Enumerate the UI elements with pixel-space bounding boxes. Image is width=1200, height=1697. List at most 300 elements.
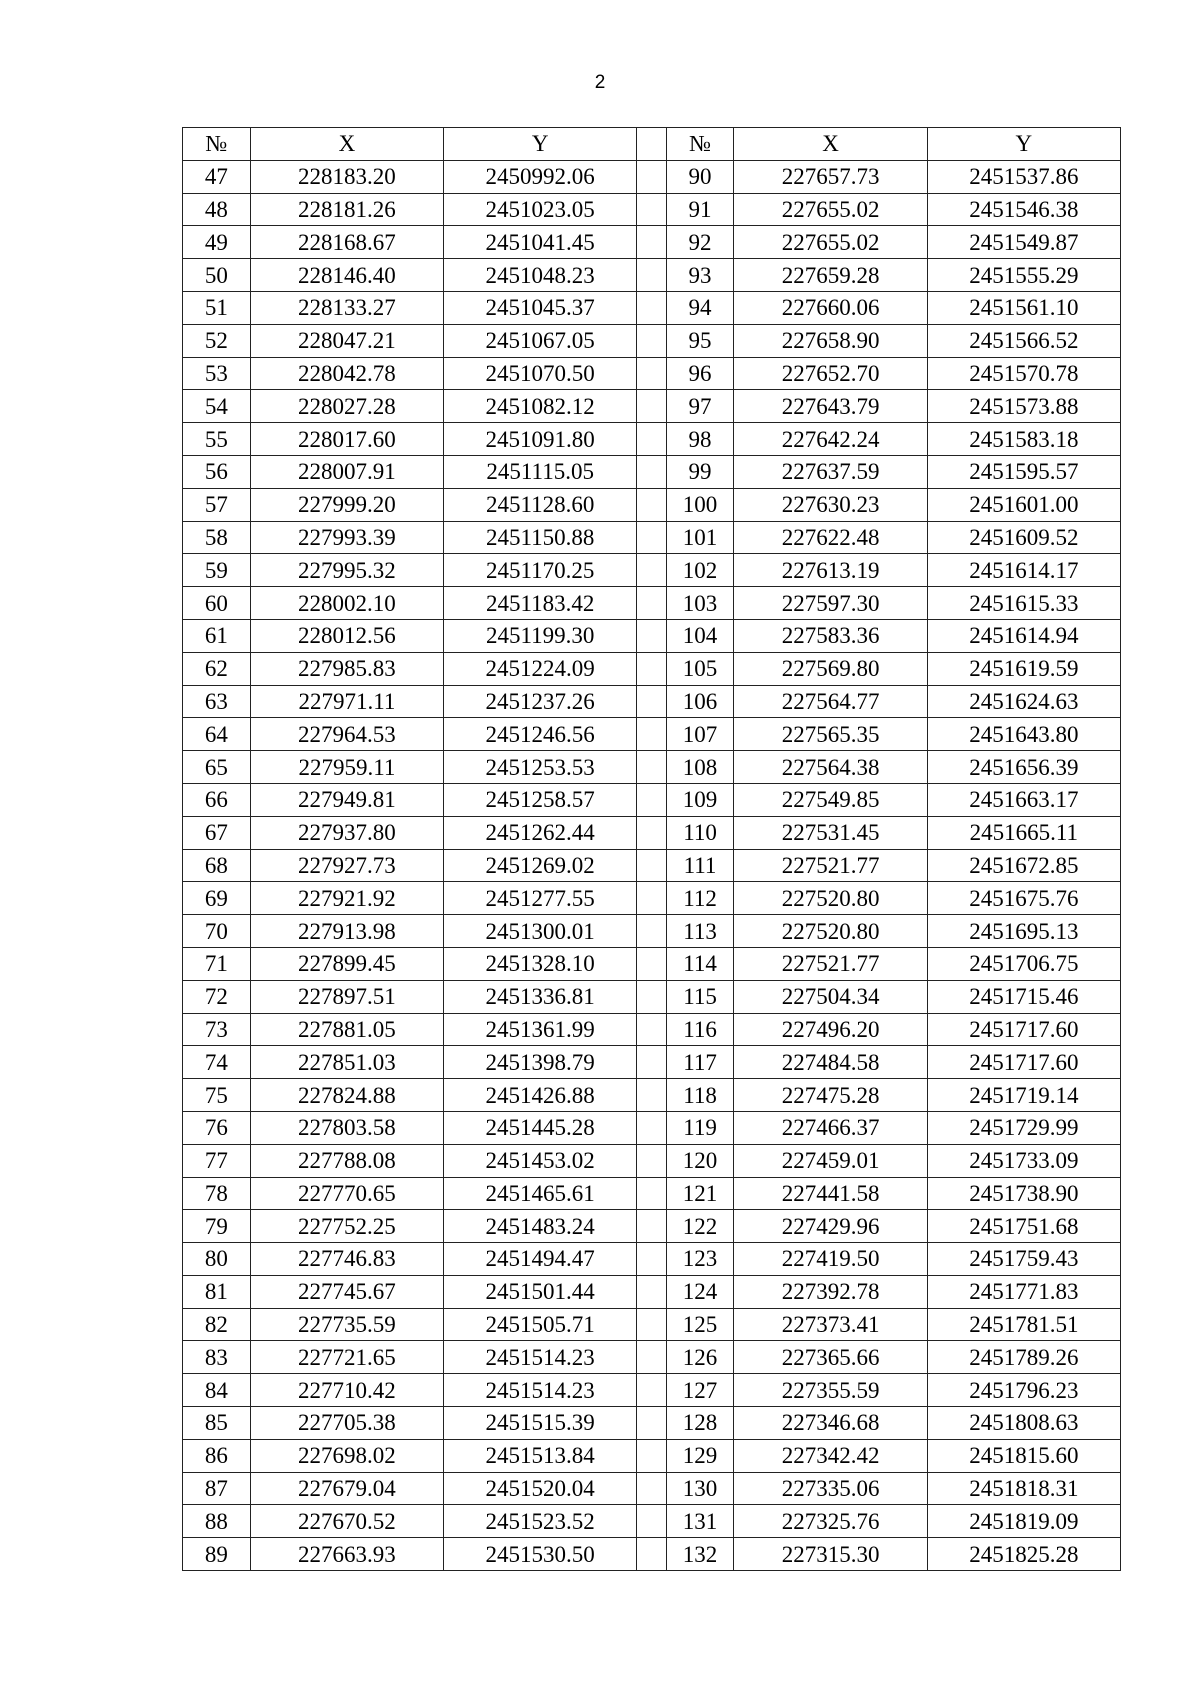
left-point-number-cell: 83	[183, 1341, 251, 1374]
left-y-coordinate-cell: 2451048.23	[444, 259, 637, 292]
left-point-number-cell: 73	[183, 1013, 251, 1046]
right-x-coordinate-cell: 227466.37	[734, 1111, 927, 1144]
left-x-coordinate-cell: 227999.20	[250, 488, 443, 521]
left-x-coordinate-cell: 228047.21	[250, 324, 443, 357]
right-x-coordinate-cell: 227392.78	[734, 1275, 927, 1308]
left-x-coordinate-cell: 227913.98	[250, 915, 443, 948]
gap-cell	[637, 259, 666, 292]
right-x-coordinate-cell: 227549.85	[734, 783, 927, 816]
left-y-coordinate-cell: 2451023.05	[444, 193, 637, 226]
table-row	[183, 423, 1121, 456]
left-x-coordinate-cell: 227971.11	[250, 685, 443, 718]
left-y-coordinate-cell: 2451070.50	[444, 357, 637, 390]
left-y-coordinate-cell: 2451128.60	[444, 488, 637, 521]
right-point-number-cell: 92	[666, 226, 734, 259]
gap-cell	[637, 915, 666, 948]
left-x-coordinate-cell: 227964.53	[250, 718, 443, 751]
left-point-number-cell: 86	[183, 1439, 251, 1472]
right-x-coordinate-cell: 227622.48	[734, 521, 927, 554]
right-y-coordinate-cell: 2451733.09	[927, 1144, 1120, 1177]
table-row	[183, 1341, 1121, 1374]
left-x-coordinate-cell: 227824.88	[250, 1079, 443, 1112]
left-x-coordinate-cell: 228133.27	[250, 291, 443, 324]
right-y-coordinate-cell: 2451789.26	[927, 1341, 1120, 1374]
right-y-coordinate-cell: 2451717.60	[927, 1013, 1120, 1046]
right-point-number-cell: 109	[666, 783, 734, 816]
left-x-coordinate-cell: 227698.02	[250, 1439, 443, 1472]
left-point-number-cell: 89	[183, 1538, 251, 1571]
right-point-number-cell: 117	[666, 1046, 734, 1079]
table-row	[183, 1144, 1121, 1177]
right-y-coordinate-cell: 2451719.14	[927, 1079, 1120, 1112]
right-point-number-cell: 93	[666, 259, 734, 292]
gap-cell	[637, 882, 666, 915]
left-y-coordinate-cell: 2451045.37	[444, 291, 637, 324]
left-y-coordinate-cell: 2451513.84	[444, 1439, 637, 1472]
right-y-coordinate-cell: 2451614.17	[927, 554, 1120, 587]
right-x-coordinate-cell: 227342.42	[734, 1439, 927, 1472]
right-y-coordinate-cell: 2451643.80	[927, 718, 1120, 751]
left-y-coordinate-cell: 2451262.44	[444, 816, 637, 849]
right-point-number-cell: 129	[666, 1439, 734, 1472]
left-x-coordinate-cell: 228017.60	[250, 423, 443, 456]
right-point-number-cell: 115	[666, 980, 734, 1013]
coordinates-table	[182, 127, 1121, 1571]
right-point-number-cell: 126	[666, 1341, 734, 1374]
right-point-number-cell: 96	[666, 357, 734, 390]
left-y-coordinate-cell: 2451483.24	[444, 1210, 637, 1243]
right-x-coordinate-cell: 227346.68	[734, 1407, 927, 1440]
left-y-coordinate-cell: 2451199.30	[444, 619, 637, 652]
right-point-number-cell: 112	[666, 882, 734, 915]
table-row	[183, 1046, 1121, 1079]
table-row	[183, 390, 1121, 423]
right-x-coordinate-cell: 227637.59	[734, 455, 927, 488]
left-x-coordinate-cell: 227959.11	[250, 751, 443, 784]
left-x-coordinate-cell: 227770.65	[250, 1177, 443, 1210]
table-row	[183, 1210, 1121, 1243]
right-point-number-cell: 99	[666, 455, 734, 488]
left-x-coordinate-cell: 228042.78	[250, 357, 443, 390]
header-gap	[637, 128, 666, 161]
left-y-coordinate-cell: 2451277.55	[444, 882, 637, 915]
gap-cell	[637, 718, 666, 751]
right-point-number-cell: 107	[666, 718, 734, 751]
left-y-coordinate-cell: 2451465.61	[444, 1177, 637, 1210]
left-y-coordinate-cell: 2451445.28	[444, 1111, 637, 1144]
left-point-number-cell: 57	[183, 488, 251, 521]
right-x-coordinate-cell: 227652.70	[734, 357, 927, 390]
left-y-coordinate-cell: 2451426.88	[444, 1079, 637, 1112]
right-point-number-cell: 121	[666, 1177, 734, 1210]
left-x-coordinate-cell: 227745.67	[250, 1275, 443, 1308]
left-x-coordinate-cell: 227899.45	[250, 947, 443, 980]
left-y-coordinate-cell: 2451082.12	[444, 390, 637, 423]
right-y-coordinate-cell: 2451819.09	[927, 1505, 1120, 1538]
right-y-coordinate-cell: 2451546.38	[927, 193, 1120, 226]
left-point-number-cell: 50	[183, 259, 251, 292]
left-point-number-cell: 69	[183, 882, 251, 915]
gap-cell	[637, 1177, 666, 1210]
right-y-coordinate-cell: 2451825.28	[927, 1538, 1120, 1571]
left-x-coordinate-cell: 227985.83	[250, 652, 443, 685]
left-x-coordinate-cell: 228002.10	[250, 587, 443, 620]
right-point-number-cell: 103	[666, 587, 734, 620]
table-row	[183, 980, 1121, 1013]
table-row	[183, 1472, 1121, 1505]
right-x-coordinate-cell: 227441.58	[734, 1177, 927, 1210]
right-x-coordinate-cell: 227642.24	[734, 423, 927, 456]
right-y-coordinate-cell: 2451715.46	[927, 980, 1120, 1013]
left-x-coordinate-cell: 227927.73	[250, 849, 443, 882]
right-y-coordinate-cell: 2451555.29	[927, 259, 1120, 292]
right-point-number-cell: 122	[666, 1210, 734, 1243]
left-x-coordinate-cell: 227881.05	[250, 1013, 443, 1046]
left-x-coordinate-cell: 228007.91	[250, 455, 443, 488]
left-point-number-cell: 56	[183, 455, 251, 488]
right-point-number-cell: 91	[666, 193, 734, 226]
table-row	[183, 947, 1121, 980]
table-row	[183, 652, 1121, 685]
right-x-coordinate-cell: 227325.76	[734, 1505, 927, 1538]
table-row	[183, 521, 1121, 554]
right-y-coordinate-cell: 2451663.17	[927, 783, 1120, 816]
table-row	[183, 291, 1121, 324]
right-y-coordinate-cell: 2451624.63	[927, 685, 1120, 718]
gap-cell	[637, 751, 666, 784]
left-point-number-cell: 53	[183, 357, 251, 390]
gap-cell	[637, 1341, 666, 1374]
gap-cell	[637, 980, 666, 1013]
gap-cell	[637, 193, 666, 226]
gap-cell	[637, 1144, 666, 1177]
left-y-coordinate-cell: 2451494.47	[444, 1243, 637, 1276]
left-x-coordinate-cell: 227949.81	[250, 783, 443, 816]
table-row	[183, 554, 1121, 587]
right-point-number-cell: 101	[666, 521, 734, 554]
left-point-number-cell: 67	[183, 816, 251, 849]
right-y-coordinate-cell: 2451729.99	[927, 1111, 1120, 1144]
left-y-coordinate-cell: 2450992.06	[444, 160, 637, 193]
right-x-coordinate-cell: 227659.28	[734, 259, 927, 292]
right-x-coordinate-cell: 227521.77	[734, 849, 927, 882]
gap-cell	[637, 1505, 666, 1538]
gap-cell	[637, 1013, 666, 1046]
gap-cell	[637, 685, 666, 718]
left-point-number-cell: 75	[183, 1079, 251, 1112]
right-y-coordinate-cell: 2451665.11	[927, 816, 1120, 849]
right-y-coordinate-cell: 2451695.13	[927, 915, 1120, 948]
gap-cell	[637, 554, 666, 587]
table-row	[183, 915, 1121, 948]
left-point-number-cell: 82	[183, 1308, 251, 1341]
table-header-row	[183, 128, 1121, 161]
left-y-coordinate-cell: 2451067.05	[444, 324, 637, 357]
right-x-coordinate-cell: 227504.34	[734, 980, 927, 1013]
left-x-coordinate-cell: 227752.25	[250, 1210, 443, 1243]
left-x-coordinate-cell: 228183.20	[250, 160, 443, 193]
right-point-number-cell: 116	[666, 1013, 734, 1046]
table-row	[183, 357, 1121, 390]
table-row	[183, 1275, 1121, 1308]
left-point-number-cell: 85	[183, 1407, 251, 1440]
table-row	[183, 783, 1121, 816]
left-y-coordinate-cell: 2451501.44	[444, 1275, 637, 1308]
left-y-coordinate-cell: 2451515.39	[444, 1407, 637, 1440]
left-y-coordinate-cell: 2451115.05	[444, 455, 637, 488]
left-point-number-cell: 63	[183, 685, 251, 718]
right-point-number-cell: 97	[666, 390, 734, 423]
table-row	[183, 1013, 1121, 1046]
right-point-number-cell: 98	[666, 423, 734, 456]
gap-cell	[637, 1407, 666, 1440]
left-y-coordinate-cell: 2451505.71	[444, 1308, 637, 1341]
left-x-coordinate-cell: 227705.38	[250, 1407, 443, 1440]
left-x-coordinate-cell: 227721.65	[250, 1341, 443, 1374]
right-x-coordinate-cell: 227484.58	[734, 1046, 927, 1079]
right-y-coordinate-cell: 2451537.86	[927, 160, 1120, 193]
right-point-number-cell: 119	[666, 1111, 734, 1144]
table-row	[183, 160, 1121, 193]
right-point-number-cell: 94	[666, 291, 734, 324]
table-row	[183, 488, 1121, 521]
left-point-number-cell: 87	[183, 1472, 251, 1505]
left-y-coordinate-cell: 2451300.01	[444, 915, 637, 948]
gap-cell	[637, 587, 666, 620]
header-number-left: №	[183, 128, 251, 161]
left-y-coordinate-cell: 2451041.45	[444, 226, 637, 259]
right-point-number-cell: 128	[666, 1407, 734, 1440]
right-point-number-cell: 113	[666, 915, 734, 948]
right-y-coordinate-cell: 2451815.60	[927, 1439, 1120, 1472]
left-x-coordinate-cell: 227735.59	[250, 1308, 443, 1341]
left-x-coordinate-cell: 227993.39	[250, 521, 443, 554]
table-row	[183, 1439, 1121, 1472]
right-point-number-cell: 125	[666, 1308, 734, 1341]
gap-cell	[637, 488, 666, 521]
left-y-coordinate-cell: 2451361.99	[444, 1013, 637, 1046]
right-point-number-cell: 100	[666, 488, 734, 521]
gap-cell	[637, 1374, 666, 1407]
table-row	[183, 1407, 1121, 1440]
table-row	[183, 816, 1121, 849]
gap-cell	[637, 783, 666, 816]
gap-cell	[637, 1210, 666, 1243]
left-y-coordinate-cell: 2451183.42	[444, 587, 637, 620]
right-point-number-cell: 95	[666, 324, 734, 357]
right-y-coordinate-cell: 2451573.88	[927, 390, 1120, 423]
left-x-coordinate-cell: 227897.51	[250, 980, 443, 1013]
table-row	[183, 455, 1121, 488]
gap-cell	[637, 226, 666, 259]
table-row	[183, 193, 1121, 226]
left-y-coordinate-cell: 2451530.50	[444, 1538, 637, 1571]
left-point-number-cell: 51	[183, 291, 251, 324]
left-y-coordinate-cell: 2451336.81	[444, 980, 637, 1013]
gap-cell	[637, 1275, 666, 1308]
gap-cell	[637, 1046, 666, 1079]
right-x-coordinate-cell: 227429.96	[734, 1210, 927, 1243]
right-x-coordinate-cell: 227459.01	[734, 1144, 927, 1177]
right-y-coordinate-cell: 2451771.83	[927, 1275, 1120, 1308]
right-point-number-cell: 127	[666, 1374, 734, 1407]
table-row	[183, 1505, 1121, 1538]
left-x-coordinate-cell: 228027.28	[250, 390, 443, 423]
left-point-number-cell: 78	[183, 1177, 251, 1210]
header-number-right: №	[666, 128, 734, 161]
gap-cell	[637, 619, 666, 652]
right-x-coordinate-cell: 227630.23	[734, 488, 927, 521]
table-row	[183, 849, 1121, 882]
table-row	[183, 1111, 1121, 1144]
gap-cell	[637, 816, 666, 849]
right-point-number-cell: 108	[666, 751, 734, 784]
left-point-number-cell: 62	[183, 652, 251, 685]
gap-cell	[637, 1308, 666, 1341]
right-y-coordinate-cell: 2451808.63	[927, 1407, 1120, 1440]
right-x-coordinate-cell: 227655.02	[734, 193, 927, 226]
right-y-coordinate-cell: 2451609.52	[927, 521, 1120, 554]
gap-cell	[637, 1472, 666, 1505]
left-y-coordinate-cell: 2451224.09	[444, 652, 637, 685]
table-row	[183, 1308, 1121, 1341]
left-x-coordinate-cell: 227921.92	[250, 882, 443, 915]
right-x-coordinate-cell: 227597.30	[734, 587, 927, 620]
right-y-coordinate-cell: 2451601.00	[927, 488, 1120, 521]
gap-cell	[637, 455, 666, 488]
right-x-coordinate-cell: 227565.35	[734, 718, 927, 751]
right-x-coordinate-cell: 227373.41	[734, 1308, 927, 1341]
left-y-coordinate-cell: 2451150.88	[444, 521, 637, 554]
left-y-coordinate-cell: 2451328.10	[444, 947, 637, 980]
right-point-number-cell: 120	[666, 1144, 734, 1177]
left-point-number-cell: 49	[183, 226, 251, 259]
left-x-coordinate-cell: 227710.42	[250, 1374, 443, 1407]
left-point-number-cell: 68	[183, 849, 251, 882]
right-x-coordinate-cell: 227365.66	[734, 1341, 927, 1374]
right-point-number-cell: 131	[666, 1505, 734, 1538]
right-y-coordinate-cell: 2451796.23	[927, 1374, 1120, 1407]
right-point-number-cell: 105	[666, 652, 734, 685]
right-y-coordinate-cell: 2451566.52	[927, 324, 1120, 357]
right-point-number-cell: 118	[666, 1079, 734, 1112]
right-y-coordinate-cell: 2451675.76	[927, 882, 1120, 915]
right-y-coordinate-cell: 2451615.33	[927, 587, 1120, 620]
left-x-coordinate-cell: 227995.32	[250, 554, 443, 587]
right-y-coordinate-cell: 2451549.87	[927, 226, 1120, 259]
left-point-number-cell: 80	[183, 1243, 251, 1276]
gap-cell	[637, 849, 666, 882]
gap-cell	[637, 1079, 666, 1112]
left-x-coordinate-cell: 227670.52	[250, 1505, 443, 1538]
right-y-coordinate-cell: 2451759.43	[927, 1243, 1120, 1276]
right-point-number-cell: 111	[666, 849, 734, 882]
left-x-coordinate-cell: 227937.80	[250, 816, 443, 849]
right-y-coordinate-cell: 2451614.94	[927, 619, 1120, 652]
gap-cell	[637, 291, 666, 324]
right-point-number-cell: 123	[666, 1243, 734, 1276]
right-x-coordinate-cell: 227657.73	[734, 160, 927, 193]
right-point-number-cell: 90	[666, 160, 734, 193]
right-x-coordinate-cell: 227658.90	[734, 324, 927, 357]
left-point-number-cell: 81	[183, 1275, 251, 1308]
left-y-coordinate-cell: 2451269.02	[444, 849, 637, 882]
left-point-number-cell: 79	[183, 1210, 251, 1243]
left-point-number-cell: 84	[183, 1374, 251, 1407]
right-point-number-cell: 124	[666, 1275, 734, 1308]
left-point-number-cell: 60	[183, 587, 251, 620]
table-row	[183, 685, 1121, 718]
right-y-coordinate-cell: 2451656.39	[927, 751, 1120, 784]
table-row	[183, 226, 1121, 259]
right-point-number-cell: 110	[666, 816, 734, 849]
table-row	[183, 1374, 1121, 1407]
table-row	[183, 324, 1121, 357]
gap-cell	[637, 357, 666, 390]
right-x-coordinate-cell: 227564.77	[734, 685, 927, 718]
left-x-coordinate-cell: 227851.03	[250, 1046, 443, 1079]
left-x-coordinate-cell: 227746.83	[250, 1243, 443, 1276]
header-x-left: X	[250, 128, 443, 161]
left-y-coordinate-cell: 2451237.26	[444, 685, 637, 718]
left-x-coordinate-cell: 227803.58	[250, 1111, 443, 1144]
right-x-coordinate-cell: 227475.28	[734, 1079, 927, 1112]
right-y-coordinate-cell: 2451672.85	[927, 849, 1120, 882]
right-x-coordinate-cell: 227355.59	[734, 1374, 927, 1407]
table-row	[183, 259, 1121, 292]
left-y-coordinate-cell: 2451514.23	[444, 1341, 637, 1374]
gap-cell	[637, 1111, 666, 1144]
left-y-coordinate-cell: 2451091.80	[444, 423, 637, 456]
left-point-number-cell: 52	[183, 324, 251, 357]
gap-cell	[637, 521, 666, 554]
gap-cell	[637, 324, 666, 357]
table-row	[183, 1538, 1121, 1571]
table-row	[183, 587, 1121, 620]
right-y-coordinate-cell: 2451595.57	[927, 455, 1120, 488]
header-y-right: Y	[927, 128, 1120, 161]
left-point-number-cell: 71	[183, 947, 251, 980]
left-point-number-cell: 55	[183, 423, 251, 456]
left-point-number-cell: 72	[183, 980, 251, 1013]
table-row	[183, 619, 1121, 652]
table-row	[183, 1243, 1121, 1276]
right-x-coordinate-cell: 227531.45	[734, 816, 927, 849]
left-y-coordinate-cell: 2451523.52	[444, 1505, 637, 1538]
gap-cell	[637, 1243, 666, 1276]
gap-cell	[637, 423, 666, 456]
right-x-coordinate-cell: 227419.50	[734, 1243, 927, 1276]
gap-cell	[637, 390, 666, 423]
table-row	[183, 751, 1121, 784]
left-x-coordinate-cell: 227663.93	[250, 1538, 443, 1571]
left-x-coordinate-cell: 228168.67	[250, 226, 443, 259]
gap-cell	[637, 1439, 666, 1472]
right-x-coordinate-cell: 227569.80	[734, 652, 927, 685]
table-row	[183, 882, 1121, 915]
left-point-number-cell: 54	[183, 390, 251, 423]
right-point-number-cell: 102	[666, 554, 734, 587]
right-x-coordinate-cell: 227660.06	[734, 291, 927, 324]
left-x-coordinate-cell: 228146.40	[250, 259, 443, 292]
right-point-number-cell: 106	[666, 685, 734, 718]
right-x-coordinate-cell: 227520.80	[734, 882, 927, 915]
right-x-coordinate-cell: 227613.19	[734, 554, 927, 587]
right-point-number-cell: 104	[666, 619, 734, 652]
gap-cell	[637, 1538, 666, 1571]
gap-cell	[637, 652, 666, 685]
right-point-number-cell: 132	[666, 1538, 734, 1571]
